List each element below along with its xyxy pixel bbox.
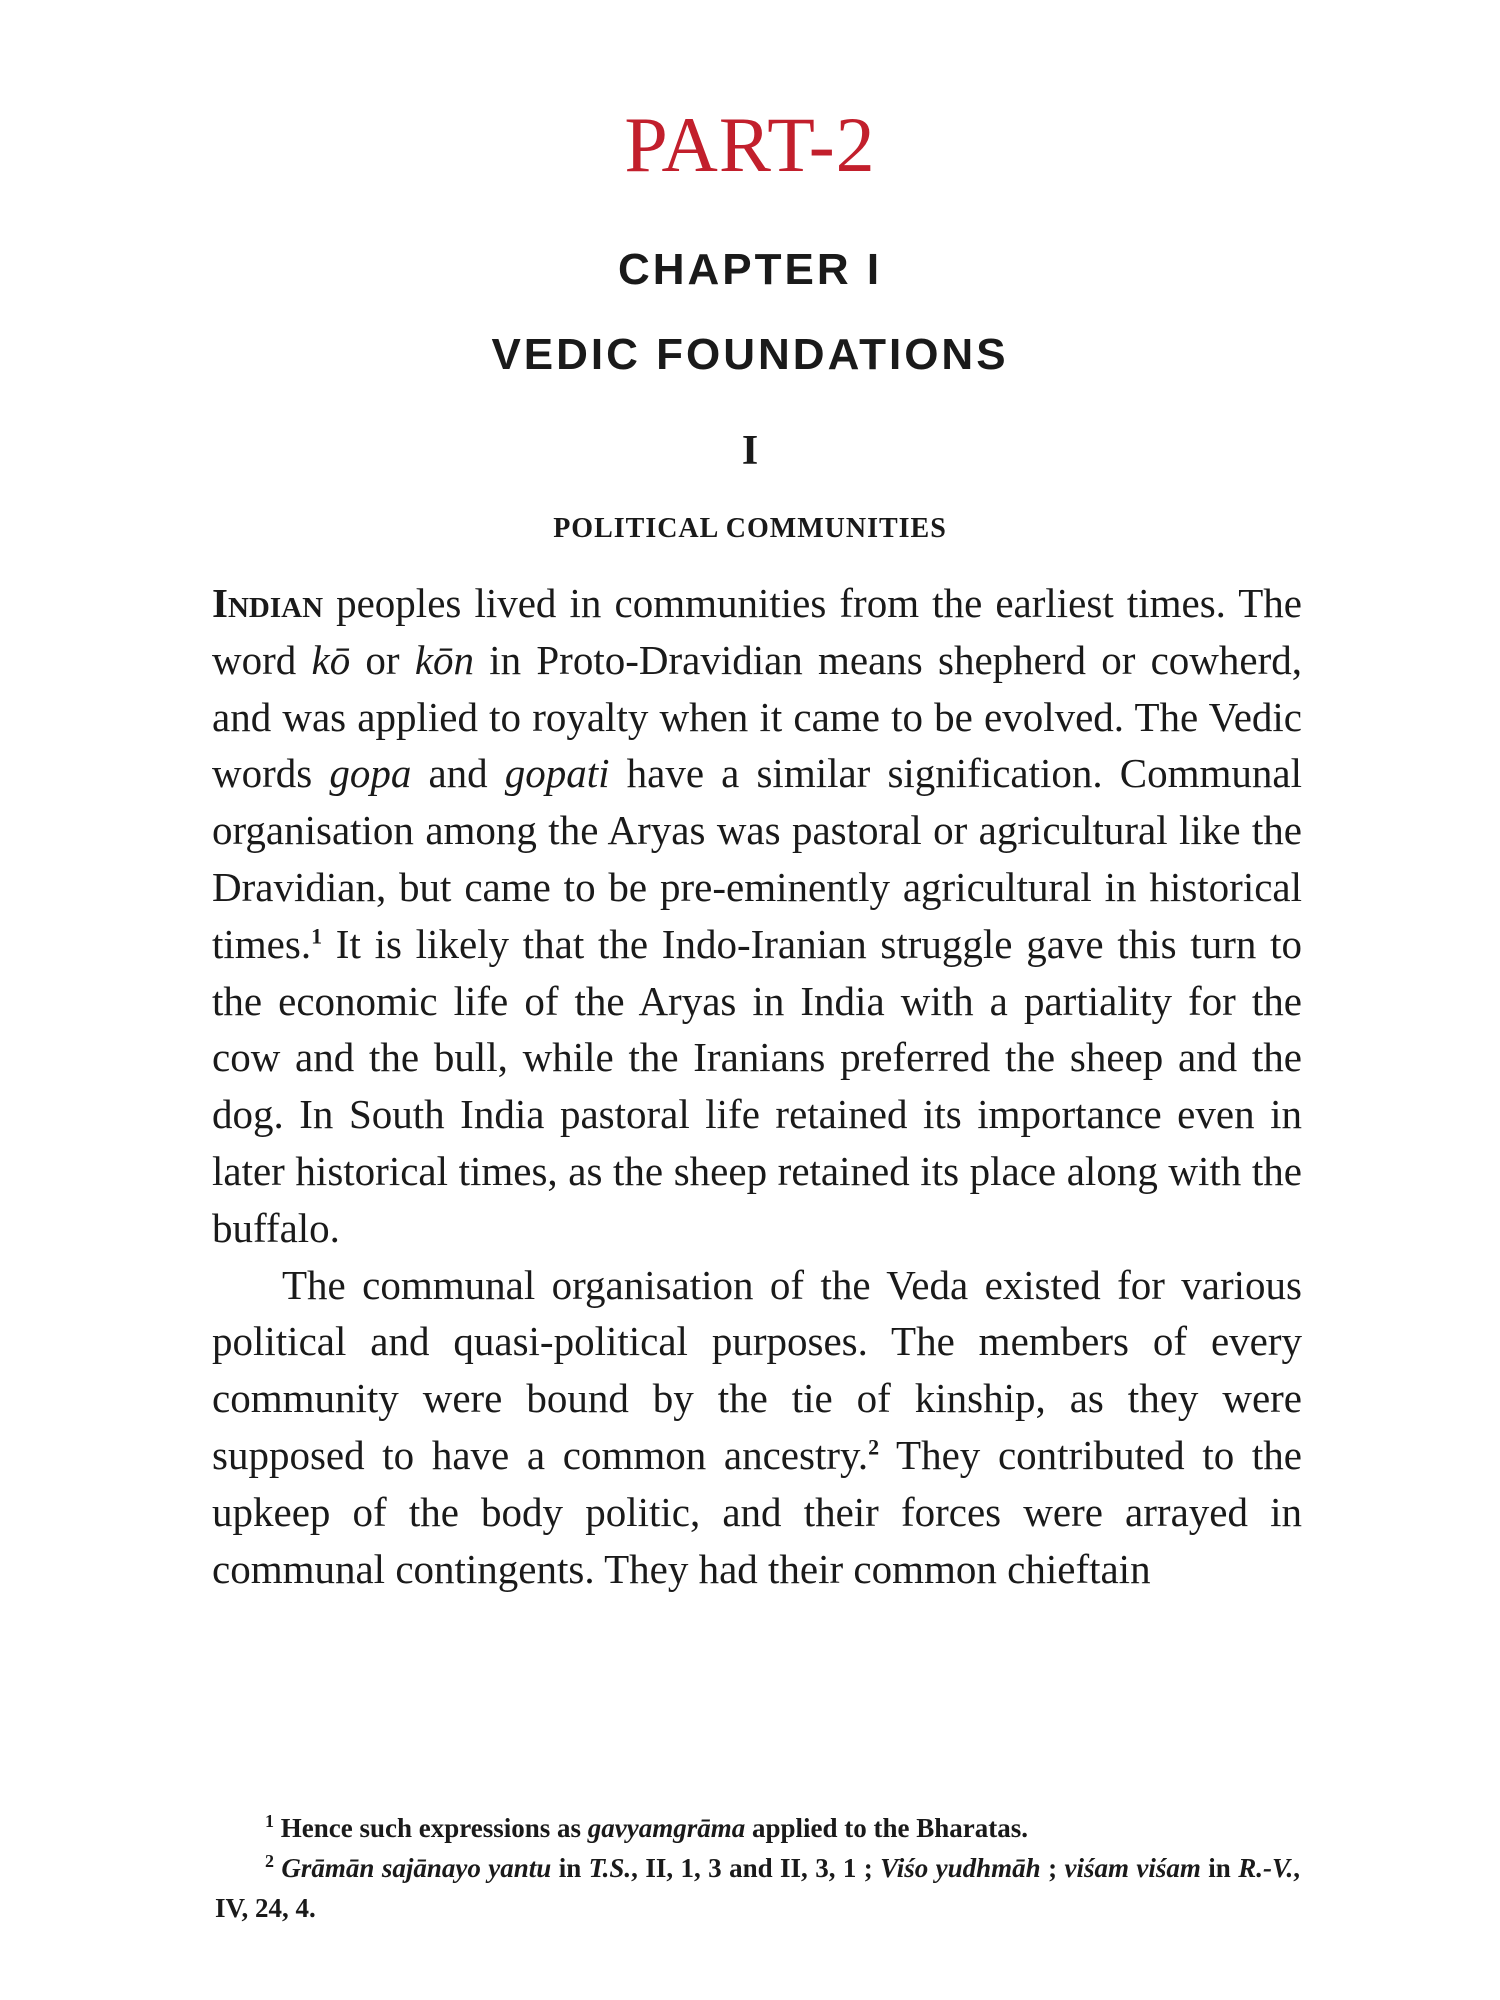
italic-term: T.S. — [588, 1853, 632, 1883]
text-run: in — [551, 1853, 589, 1883]
text-run: applied to the Bharatas. — [745, 1813, 1029, 1843]
italic-term: kō — [311, 636, 351, 683]
text-run: and — [411, 750, 505, 797]
chapter-number: CHAPTER I — [617, 245, 883, 294]
text-run: It is likely that the Indo-Iranian struggle gave this turn to the economic life of the Aryas in India with a partiality for the cow and the bull, while the Iranians preferred the sheep and the dog. In South India pastoral life retained its importance even in later historical times, as the sheep retained its place along with the buffalo. — [212, 920, 1302, 1251]
text-run: in — [1200, 1853, 1239, 1883]
text-run: The communal organisation of the Veda existed for various political and quasi-political purposes. The members of every community were bound by the tie of kinship, as they were supposed to have a common ancestry. — [212, 1261, 1302, 1478]
paragraph-2 — [212, 1257, 1302, 1598]
section-number: I — [741, 428, 759, 474]
italic-term: Grāmān sajānayo yantu — [281, 1853, 552, 1883]
italic-term: R.-V. — [1238, 1853, 1294, 1883]
footnote-number: 2 — [265, 1851, 274, 1871]
paragraph-1 — [212, 575, 1302, 1257]
body-text — [212, 575, 1302, 1597]
text-run: They contributed to the upkeep of the body politic, and their forces were arrayed in communal contingents. They had their common chieftain — [212, 1431, 1302, 1592]
text-run: , II, 1, 3 and II, 3, 1 ; — [631, 1853, 881, 1883]
text-run: ; — [1040, 1853, 1065, 1883]
footnotes — [215, 1808, 1300, 1928]
italic-term: gavyamgrāma — [587, 1813, 746, 1843]
section-title: POLITICAL COMMUNITIES — [553, 513, 947, 544]
footnote-2 — [215, 1848, 1300, 1928]
italic-term: gopati — [504, 750, 610, 797]
text-run: peoples lived in communities from the earliest times. The word — [212, 580, 1302, 683]
footnote-1 — [215, 1808, 1300, 1848]
chapter-title: VEDIC FOUNDATIONS — [491, 330, 1009, 379]
text-run: or — [350, 636, 415, 683]
footnote-number: 1 — [265, 1811, 274, 1831]
part-title: PART-2 — [624, 101, 876, 188]
text-run: in Proto-Dravidian means shepherd or cowherd, and was applied to royalty when it came to be evolved. The Vedic words — [212, 636, 1303, 797]
italic-term: kōn — [414, 636, 475, 683]
footnote-ref-1: 1 — [311, 923, 323, 949]
text-run: have a similar signification. Communal organisation among the Aryas was pastoral or agricultural like the Dravidian, but came to be pre-eminently agricultural in historical times. — [212, 750, 1302, 967]
footnote-ref-2: 2 — [868, 1434, 880, 1460]
text-run: , IV, 24, 4. — [215, 1853, 1300, 1923]
text-run: Hence such expressions as — [274, 1813, 588, 1843]
italic-term: gopa — [329, 750, 412, 797]
lead-word: Indian — [212, 580, 324, 626]
italic-term: Viśo yudhmāh — [880, 1853, 1041, 1883]
italic-term: viśam viśam — [1064, 1853, 1201, 1883]
